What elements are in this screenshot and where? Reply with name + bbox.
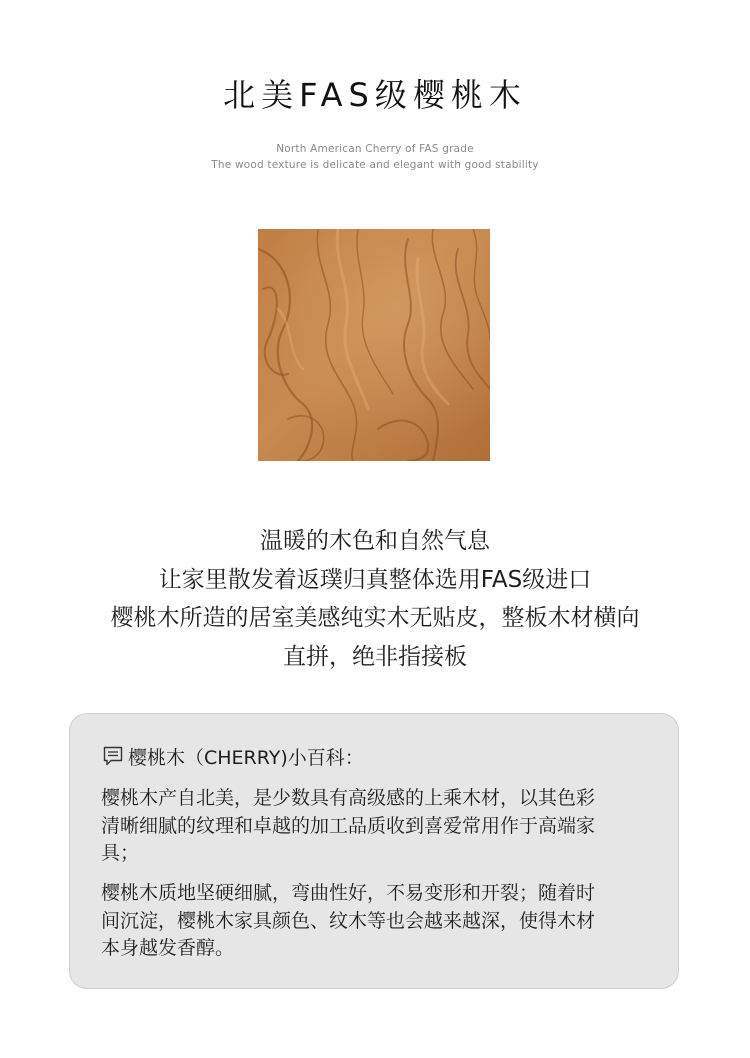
description-line-3: 樱桃木所造的居室美感纯实木无贴皮，整板木材横向 [110, 605, 640, 631]
card-paragraph-1-line-2: 清晰细腻的纹理和卓越的加工品质收到喜爱常用作于高端家 [101, 814, 596, 837]
subtitle-english-line1: North American Cherry of FAS grade [276, 143, 474, 155]
description-line-4: 直拼，绝非指接板 [283, 643, 467, 670]
card-paragraph-1-line-1: 樱桃木产自北美，是少数具有高级感的上乘木材，以其色彩 [101, 787, 596, 809]
card-paragraph-2 [101, 880, 661, 963]
page-title: 北美FAS级樱桃木 [223, 76, 527, 114]
description-line-2: 让家里散发着返璞归真整体选用FAS级进口 [158, 566, 592, 593]
card-paragraph-1-line-3: 具； [101, 842, 140, 864]
card-heading [102, 742, 364, 770]
card-heading-text: 樱桃木（CHERRY)小百科： [128, 746, 364, 769]
wood-grain-svg [258, 229, 490, 461]
card-paragraph-2-line-3: 本身越发香醇。 [101, 937, 235, 959]
subtitle-english-line2: The wood texture is delicate and elegant with good stability [211, 159, 539, 171]
description-block [0, 522, 750, 676]
card-paragraph-2-line-2: 间沉淀，樱桃木家具颜色、纹木等也会越来越深，使得木材 [101, 909, 596, 932]
card-paragraph-2-line-1: 樱桃木质地坚硬细腻，弯曲性好，不易变形和开裂；随着时 [101, 882, 596, 904]
cherry-wood-texture-image [258, 229, 490, 461]
note-icon [102, 745, 124, 767]
description-line-1: 温暖的木色和自然气息 [260, 528, 490, 554]
card-paragraph-1 [101, 785, 661, 868]
